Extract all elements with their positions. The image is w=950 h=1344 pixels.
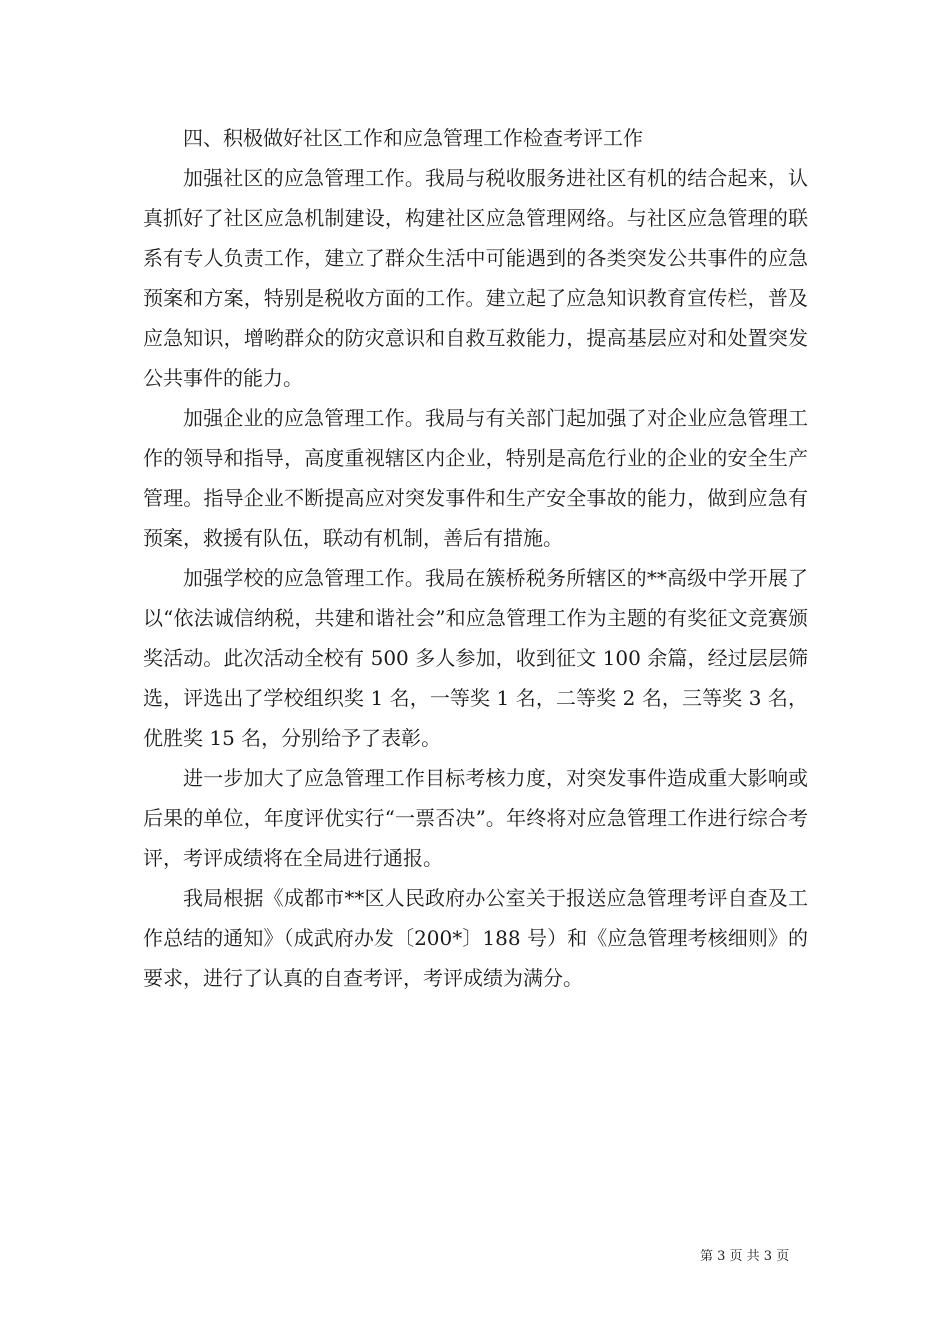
- paragraph-enterprise: 加强企业的应急管理工作。我局与有关部门起加强了对企业应急管理工作的领导和指导，高度重视辖区内企业，特别是高危行业的企业的安全生产管理。指导企业不断提高应对突发事件和生产安全事故的能力，做到应急有预案，救援有队伍，联动有机制，善后有措施。: [143, 406, 808, 550]
- page-number-footer: 第 3 页 共 3 页: [700, 1249, 790, 1264]
- paragraph-assessment: 进一步加大了应急管理工作目标考核力度，对突发事件造成重大影响或后果的单位，年度评优实行“一票否决”。年终将对应急管理工作进行综合考评，考评成绩将在全局进行通报。: [143, 766, 808, 870]
- paragraph-self-check: 我局根据《成都市**区人民政府办公室关于报送应急管理考评自查及工作总结的通知》（成武府办发〔200*〕188 号）和《应急管理考核细则》的要求，进行了认真的自查考评，考评成绩为满分。: [143, 886, 808, 990]
- section-heading: 四、积极做好社区工作和应急管理工作检查考评工作: [183, 126, 643, 150]
- paragraph-community: 加强社区的应急管理工作。我局与税收服务进社区有机的结合起来，认真抓好了社区应急机制建设，构建社区应急管理网络。与社区应急管理的联系有专人负责工作，建立了群众生活中可能遇到的各类突发公共事件的应急预案和方案，特别是税收方面的工作。建立起了应急知识教育宣传栏，普及应急知识，增哟群众的防灾意识和自救互救能力，提高基层应对和处置突发公共事件的能力。: [143, 166, 808, 390]
- paragraph-school: 加强学校的应急管理工作。我局在簇桥税务所辖区的**高级中学开展了以“依法诚信纳税，共建和谐社会”和应急管理工作为主题的有奖征文竞赛颁奖活动。此次活动全校有 500 多人参加，收到征文 100 余篇，经过层层筛选，评选出了学校组织奖 1 名，一等奖 1 名，二等奖 2 名，三等奖 3 名，优胜奖 15 名，分别给予了表彰。: [143, 566, 808, 750]
- document-body: [143, 118, 808, 998]
